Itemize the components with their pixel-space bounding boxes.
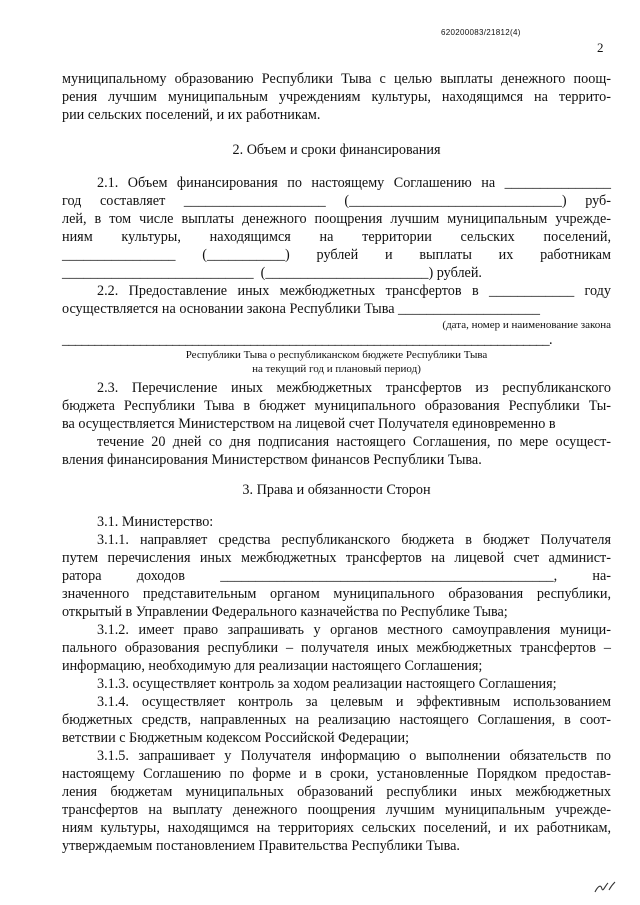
paragraph-line: открытый в Управлении Федерального казначейства по Республике Тыва; <box>62 604 508 620</box>
paragraph-line: 3.1.4. осуществляет контроль за целевым и эффективным использованием <box>97 694 611 710</box>
paragraph-line: лей, в том числе выплаты денежного поощрения лучшим муниципальным учрежде- <box>62 211 611 227</box>
paragraph-line: 3.1.5. запрашивает у Получателя информацию о выполнении обязательств по <box>97 748 611 764</box>
paragraph-line: рии сельских поселений, и их работникам. <box>62 107 321 123</box>
paragraph-line: значенного представительным органом муниципального образования республики, <box>62 586 611 602</box>
blank-line: ___________________________________________________________________________. <box>62 332 552 348</box>
section-heading: 3. Права и обязанности Сторон <box>242 482 431 498</box>
paragraph-line: 3.1.3. осуществляет контроль за ходом реализации настоящего Соглашения; <box>97 676 557 692</box>
paragraph-line: ветствии с Бюджетным кодексом Российской Федерации; <box>62 730 410 746</box>
paragraph-line: 2.3. Перечисление иных межбюджетных трансфертов из республиканского <box>97 380 611 396</box>
paragraph-line: муниципальному образованию Республики Тыва с целью выплаты денежного поощ- <box>62 71 611 87</box>
paragraph-line: ниям культуры, находящимся на территориях сельских поселений, и их работникам, <box>62 820 611 836</box>
paragraph-line: осуществляется на основании закона Республики Тыва ____________________ <box>62 301 540 317</box>
paragraph-line: ниям культуры, находящимся на территории сельских поселений, <box>62 229 611 245</box>
paragraph-line: трансфертов на выплату денежного поощрения лучшим муниципальным учрежде- <box>62 802 611 818</box>
paragraph-line: путем перечисления иных межбюджетных трансфертов на лицевой счет админист- <box>62 550 611 566</box>
paragraph-line: 3.1.1. направляет средства республиканского бюджета в бюджет Получателя <box>97 532 611 548</box>
paragraph-line: бюджета Республики Тыва в бюджет муниципального образования Республики Ты- <box>62 398 611 414</box>
page-number: 2 <box>597 40 604 55</box>
paragraph-line: ления бюджетам муниципальных образований республики иных межбюджетных <box>62 784 611 800</box>
section-heading: 2. Объем и сроки финансирования <box>232 142 441 158</box>
footnote-label: Республики Тыва о республиканском бюджете Республики Тыва <box>185 349 488 361</box>
paragraph-line: 2.2. Предоставление иных межбюджетных трансфертов в ____________ году <box>97 283 611 299</box>
paragraph-line: настоящему Соглашению по форме и в сроки, установленные Порядком предостав- <box>62 766 611 782</box>
paragraph-line: ратора доходов _______________________________________________, на- <box>62 568 611 584</box>
paragraph-line: информацию, необходимую для реализации настоящего Соглашения; <box>62 658 483 674</box>
paragraph-line: 3.1.2. имеет право запрашивать у органов местного самоуправления муници- <box>97 622 611 638</box>
document-code: 620200083/21812(4) <box>441 28 521 37</box>
paragraph-line: рения лучшим муниципальным учреждениям культуры, находящимся на террито- <box>62 89 611 105</box>
paragraph-line: бюджетных средств, направленных на реализацию настоящего Соглашения, в соот- <box>62 712 611 728</box>
paragraph-line: утверждаемым постановлением Правительства Республики Тыва. <box>62 838 460 854</box>
paragraph-line: год составляет ____________________ (______________________________) руб- <box>62 193 611 209</box>
footnote-label: на текущий год и плановый период) <box>252 363 421 375</box>
handwritten-mark <box>593 880 617 894</box>
footnote-label: (дата, номер и наименование закона <box>442 319 611 331</box>
paragraph-line: 3.1. Министерство: <box>97 514 214 530</box>
paragraph-line: течение 20 дней со дня подписания настоящего Соглашения, по мере осущест- <box>97 434 611 450</box>
paragraph-line: ___________________________ (_______________________) рублей. <box>62 265 482 281</box>
paragraph-line: вления финансирования Министерством финансов Республики Тыва. <box>62 452 482 468</box>
paragraph-line: ________________ (___________) рублей и выплаты их работникам <box>62 247 611 263</box>
paragraph-line: пального образования республики – получателя иных межбюджетных трансфертов – <box>62 640 611 656</box>
paragraph-line: ва осуществляется Министерством на лицевой счет Получателя единовременно в <box>62 416 556 432</box>
paragraph-line: 2.1. Объем финансирования по настоящему Соглашению на _______________ <box>97 175 611 191</box>
